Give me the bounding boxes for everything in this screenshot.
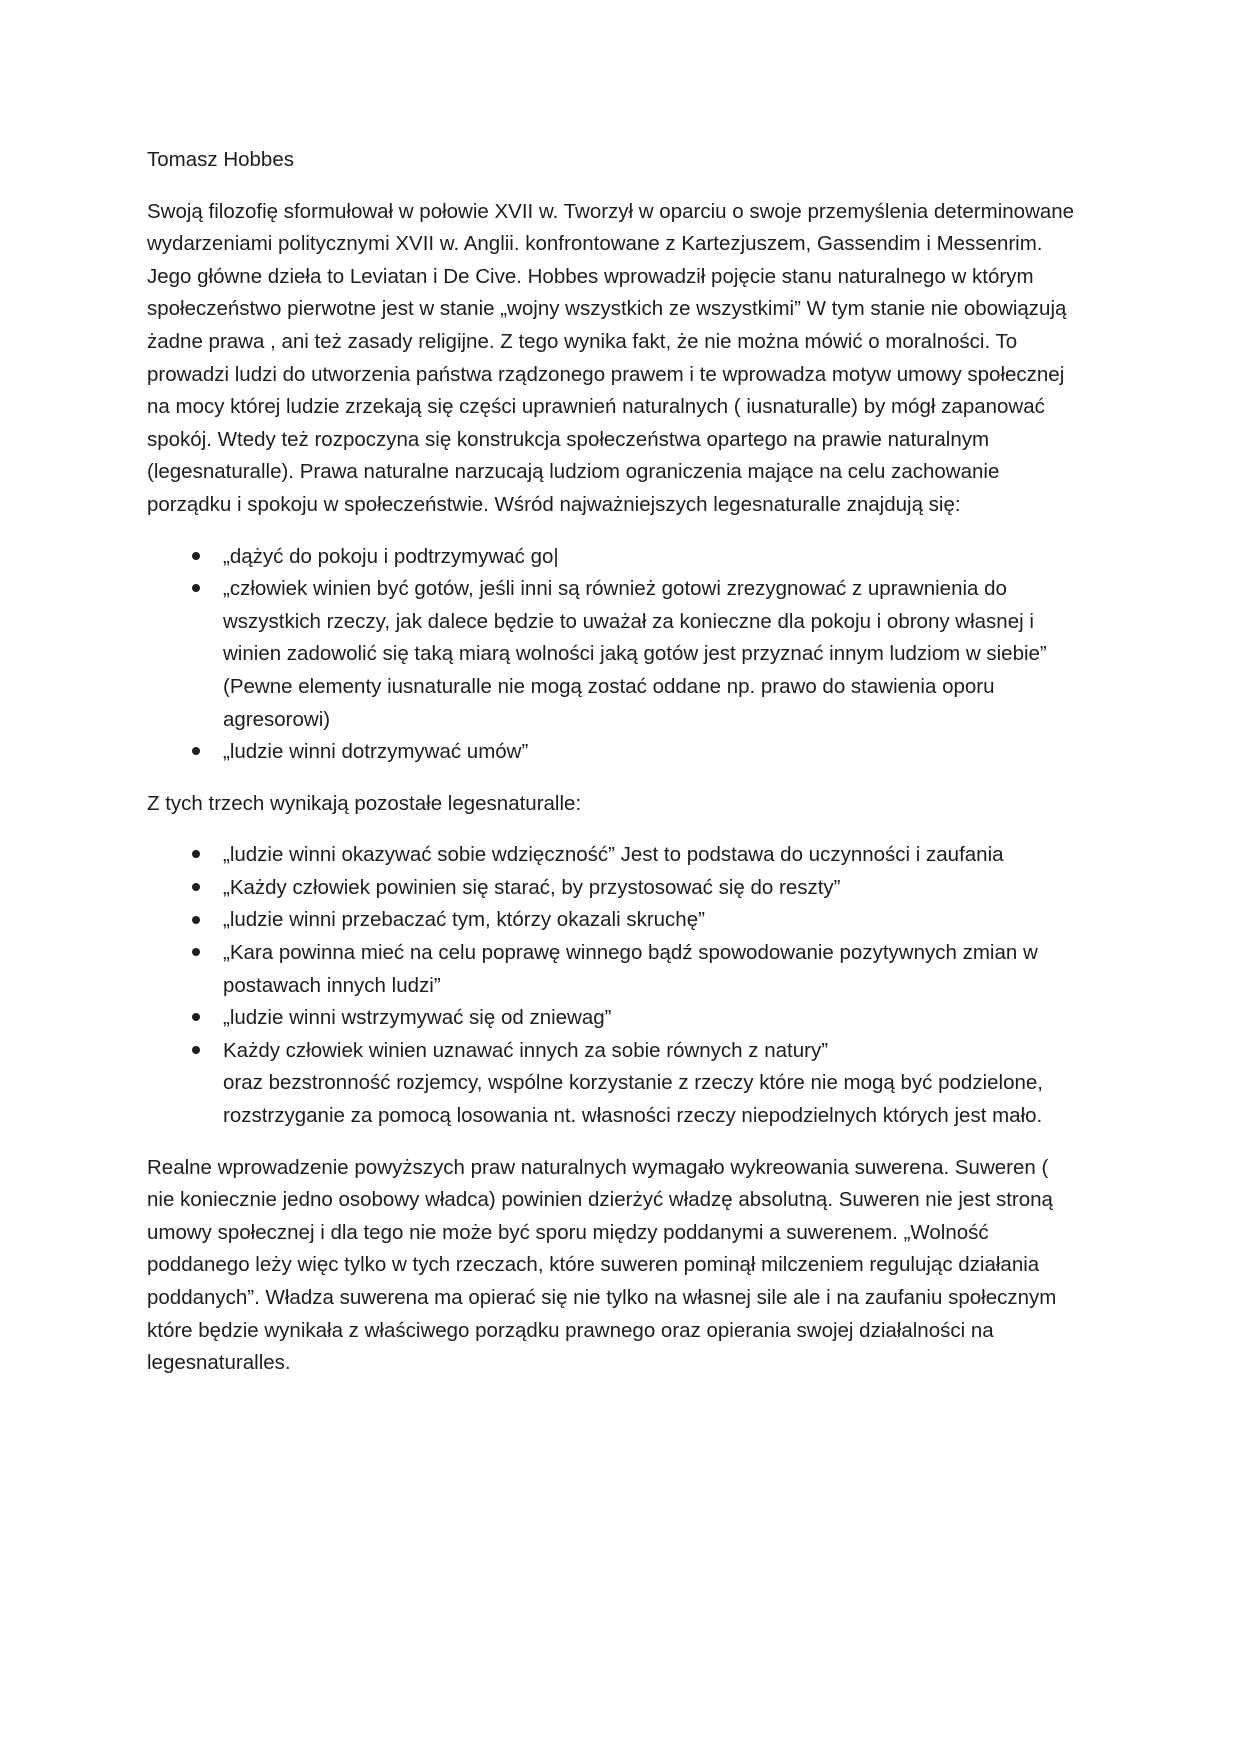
list-item-text: „ludzie winni okazywać sobie wdzięczność” Jest to podstawa do uczynności i zaufania bbox=[223, 843, 1004, 867]
bullet-icon bbox=[191, 736, 201, 769]
bullet-icon bbox=[191, 937, 201, 970]
list-item-text: „ludzie winni dotrzymywać umów” bbox=[223, 740, 529, 764]
intro-paragraph: Swoją filozofię sformułował w połowie XVII w. Tworzył w oparciu o swoje przemyślenia determinowane wydarzeniami politycznymi XVII w. Anglii. konfrontowane z Kartezjuszem, Gassendim i Messenrim. Jego główne dzieła to Leviatan i De Cive. Hobbes wprowadził pojęcie stanu naturalnego w którym społeczeństwo pierwotne jest w stanie „wojny wszystkich ze wszystkimi” W tym stanie nie obowiązują żadne prawa , ani też zasady religijne. Z tego wynika fakt, że nie można mówić o moralności. To prowadzi ludzi do utworzenia państwa rządzonego prawem i te wprowadza motyw umowy społecznej na mocy której ludzie zrzekają się części uprawnień naturalnych ( iusnaturalle) by mógł zapanować spokój. Wtedy też rozpoczyna się konstrukcja społeczeństwa opartego na prawie naturalnym (legesnaturalle). Prawa naturalne narzucają ludziom ograniczenia mające na celu zachowanie porządku i spokoju w społeczeństwie. Wśród najważniejszych legesnaturalle znajdują się: bbox=[147, 199, 1075, 516]
list-item-text: „ludzie winni przebaczać tym, którzy okazali skruchę” bbox=[223, 908, 705, 932]
list-item bbox=[147, 1002, 1077, 1035]
list-item-text: „ludzie winni wstrzymywać się od zniewag” bbox=[223, 1006, 612, 1030]
conclusion-paragraph: Realne wprowadzenie powyższych praw naturalnych wymagało wykreowania suwerena. Suweren ( nie koniecznie jedno osobowy władca) powinien dzierżyć władzę absolutną. Suweren nie jest stroną umowy społecznej i dla tego nie może być sporu między poddanymi a suwerenem. „Wolność poddanego leży więc tylko w tych rzeczach, które suweren pominął milczeniem regulując działania poddanych”. Władza suwerena ma opierać się nie tylko na własnej sile ale i na zaufaniu społecznym które będzie wynikała z właściwego porządku prawnego oraz opierania swojej działalności na legesnaturalles. bbox=[147, 1155, 1057, 1375]
list-item bbox=[147, 904, 1077, 937]
second-bullet-list bbox=[147, 839, 1077, 1132]
bullet-icon bbox=[191, 573, 201, 606]
list-continuation-text: oraz bezstronność rozjemcy, wspólne korzystanie z rzeczy które nie mogą być podzielone, rozstrzyganie za pomocą losowania nt. własności rzeczy niepodzielnych których jest mało. bbox=[223, 1071, 1043, 1128]
list-item bbox=[147, 736, 1077, 769]
bullet-icon bbox=[191, 839, 201, 872]
list-item bbox=[147, 541, 1077, 574]
first-bullet-list bbox=[147, 541, 1077, 769]
bullet-icon bbox=[191, 1035, 201, 1068]
list-item-text: „Każdy człowiek powinien się starać, by przystosować się do reszty” bbox=[223, 875, 841, 899]
page-title: Tomasz Hobbes bbox=[147, 148, 294, 171]
list-item bbox=[147, 573, 1077, 736]
list-item bbox=[147, 839, 1077, 872]
document-page bbox=[147, 144, 1077, 1399]
list-item-text: Każdy człowiek winien uznawać innych za sobie równych z natury” bbox=[223, 1038, 829, 1062]
list-item-text: „dążyć do pokoju i podtrzymywać go| bbox=[223, 544, 559, 568]
list-item-text: „Kara powinna mieć na celu poprawę winnego bądź spowodowanie pozytywnych zmian w postawach innych ludzi” bbox=[223, 941, 1038, 997]
bullet-icon bbox=[191, 904, 201, 937]
list-item bbox=[147, 1035, 1077, 1133]
middle-paragraph: Z tych trzech wynikają pozostałe legesnaturalle: bbox=[147, 791, 582, 815]
list-item-text: „człowiek winien być gotów, jeśli inni są również gotowi zrezygnować z uprawnienia do wszystkich rzeczy, jak dalece będzie to uważał za konieczne dla pokoju i obrony własnej i winien zadowolić się taką miarą wolności jaką gotów jest przyznać innym ludziom w siebie” (Pewne elementy iusnaturalle nie mogą zostać oddane np. prawo do stawienia oporu agresorowi) bbox=[223, 577, 1047, 731]
bullet-icon bbox=[191, 872, 201, 905]
list-item bbox=[147, 872, 1077, 905]
list-item bbox=[147, 937, 1077, 1002]
bullet-icon bbox=[191, 1002, 201, 1035]
bullet-icon bbox=[191, 541, 201, 574]
